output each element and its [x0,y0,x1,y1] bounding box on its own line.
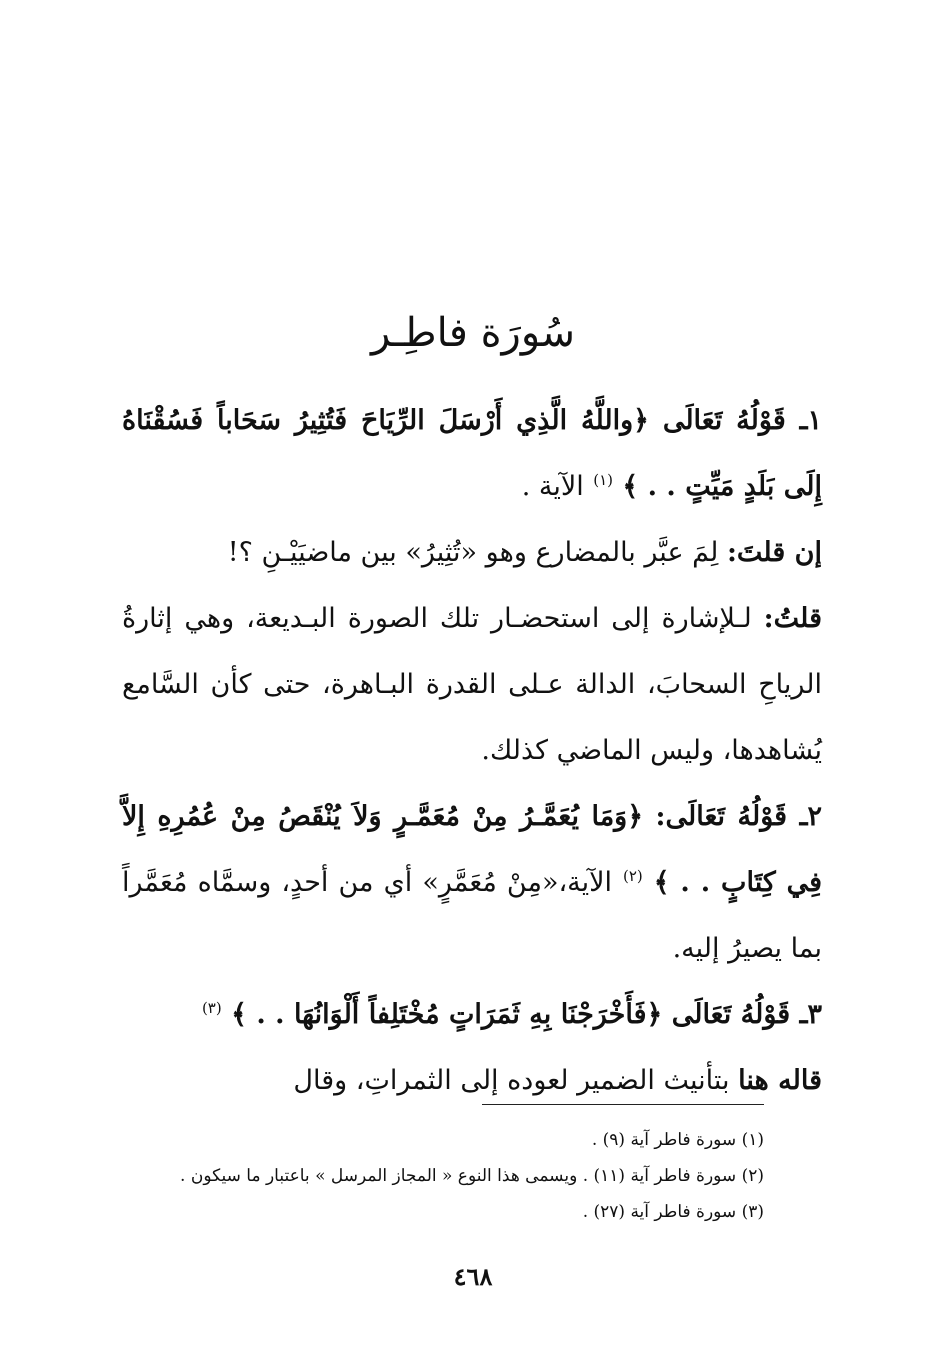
surah-title: سُورَة فاطِـر [370,309,576,356]
page-number: ٤٦٨ [453,1262,493,1291]
footnotes [104,1122,764,1230]
question-text: لِمَ عبَّر بالمضارع وهو «تُثِيرُ» بين ماضيَيْـنِ ؟! [227,537,719,568]
verse-tail: الآية،«مِنْ مُعَمَّرٍ» أي من أحدٍ، وسمَّاه مُعَمَّراً بما يصيرُ إليه. [122,867,822,964]
footnote-ref: (١) [593,471,613,489]
commentary-text: بتأنيث الضمير لعوده إلى الثمراتِ، وقال [293,1065,730,1096]
footnote-divider [482,1104,764,1105]
commentary-label: قاله هنا [738,1065,822,1096]
paragraph-verse-1 [122,388,822,520]
verse-intro-label: ١ـ قَوْلُهُ تَعَالَى [662,405,823,436]
footnote-ref: (٢) [623,867,643,885]
body-text [122,388,822,1114]
answer-text: لـلإشارة إلى استحضـار تلك الصورة البـديعة، وهي إثارةُ الرياحِ السحابَ، الدالة عـلى القدرة البـاهرة، حتى كأن السَّامع يُشاهدها، وليس الماضي كذلك. [122,603,822,766]
quran-verse: ﴿فَأَخْرَجْنَا بِهِ ثَمَرَاتٍ مُخْتَلِفاً أَلْوَانُهَا . . ﴾ [231,999,663,1030]
verse-intro-label: ٢ـ قَوْلُهُ تَعَالَى: [655,801,822,832]
quran-verse: ﴿وَمَا يُعَمَّـرُ مِنْ مُعَمَّـرٍ وَلاَ يُنْقَصُ مِنْ عُمُرِهِ إِلاَّ فِي كِتَابٍ . . ﴾ [122,801,823,898]
paragraph-verse-2 [122,784,822,982]
paragraph-answer [122,586,822,784]
paragraph-question [122,520,822,586]
footnote-ref: (٣) [201,999,222,1017]
question-label: إن قلتَ: [726,537,822,568]
paragraph-verse-3 [122,982,822,1048]
footnote-3: (٣) سورة فاطر آية (٢٧) . [582,1202,764,1222]
quran-verse: ﴿واللَّهُ الَّذِي أَرْسَلَ الرِّيَاحَ فَتُثِيرُ سَحَاباً فَسُقْنَاهُ إِلَى بَلَدٍ مَيِّتٍ . . ﴾ [122,405,822,502]
verse-tail: الآية . [521,471,584,502]
footnote-1: (١) سورة فاطر آية (٩) . [591,1130,764,1150]
answer-label: قلتُ: [763,603,822,634]
verse-intro-label: ٣ـ قَوْلُهُ تَعَالَى [671,999,822,1030]
footnote-2: (٢) سورة فاطر آية (١١) . ويسمى هذا النوع « المجاز المرسل » باعتبار ما سيكون . [180,1166,764,1186]
